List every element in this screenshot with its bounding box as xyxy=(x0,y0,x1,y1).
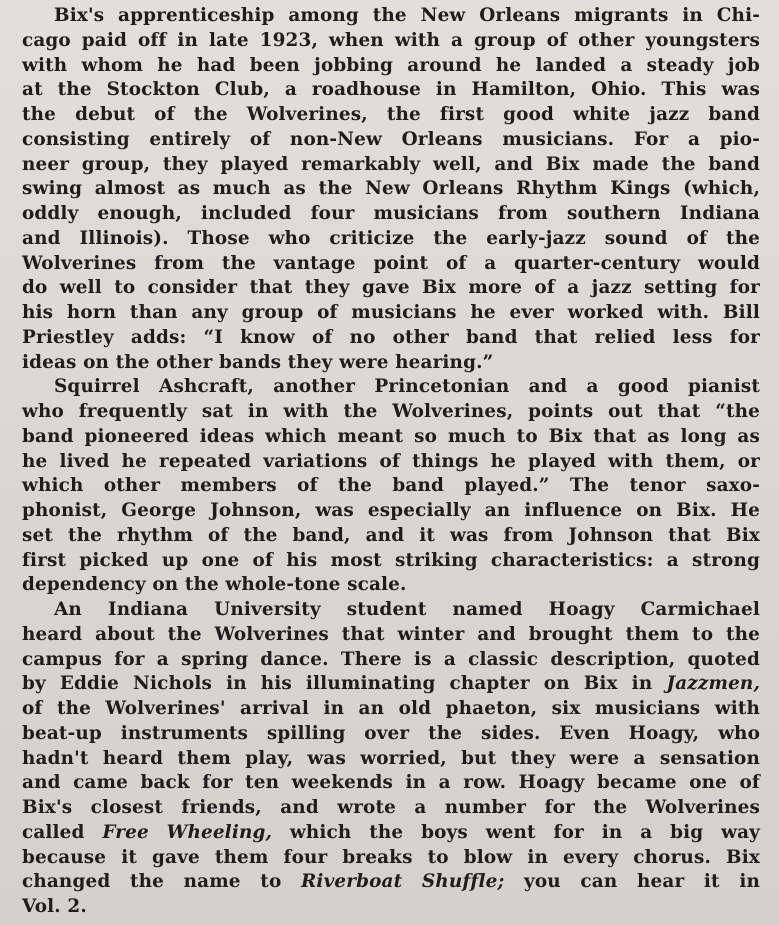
text-line xyxy=(22,870,760,895)
text-line: campus for a spring dance. There is a classic description, quoted xyxy=(22,648,760,670)
text-line: beat-up instruments spilling over the sides. Even Hoagy, who xyxy=(22,722,760,744)
text-line: his horn than any group of musicians he ever worked with. Bill xyxy=(22,302,760,323)
text-line: Squirrel Ashcraft, another Princetonian and a good pianist xyxy=(54,376,760,398)
song-title-riverboat-shuffle: Riverboat Shuffle; xyxy=(301,871,505,893)
text-line xyxy=(22,672,760,697)
paragraph-1 xyxy=(22,4,760,375)
text-run: changed the name to xyxy=(22,871,301,893)
text-line xyxy=(22,821,760,846)
text-line: An Indiana University student named Hoagy Carmichael xyxy=(54,599,760,620)
text-line: Vol. 2. xyxy=(22,896,87,917)
text-run: by Eddie Nichols in his illuminating chapter on Bix in xyxy=(22,673,667,695)
text-line: heard about the Wolverines that winter and brought them to the xyxy=(22,623,760,645)
text-line: ideas on the other bands they were hearing.” xyxy=(22,351,494,373)
paragraph-3 xyxy=(22,598,760,920)
text-line: the debut of the Wolverines, the first good white jazz band xyxy=(22,104,760,125)
text-line: cago paid off in late 1923, when with a group of other youngsters xyxy=(22,29,760,51)
text-run: you can hear it in xyxy=(504,871,760,893)
text-line: which other members of the band played.” The tenor saxo- xyxy=(22,475,760,497)
text-line: set the rhythm of the band, and it was from Johnson that Bix xyxy=(22,524,760,546)
text-line: Priestley adds: “I know of no other band that relied less for xyxy=(22,326,760,348)
text-line: Bix's apprenticeship among the New Orleans migrants in Chi- xyxy=(54,5,760,26)
text-line: Bix's closest friends, and wrote a number for the Wolverines xyxy=(22,797,760,818)
text-line: and Illinois). Those who criticize the early-jazz sound of the xyxy=(22,227,760,249)
paragraph-2 xyxy=(22,375,760,598)
song-title-free-wheeling: Free Wheeling, xyxy=(102,821,273,843)
text-run: called xyxy=(22,821,103,843)
text-line: because it gave them four breaks to blow in every chorus. Bix xyxy=(22,846,760,868)
text-line: swing almost as much as the New Orleans Rhythm Kings (which, xyxy=(22,178,760,200)
text-line: of the Wolverines' arrival in an old phaeton, six musicians with xyxy=(22,698,760,719)
text-line: hadn't heard them play, was worried, but they were a sensation xyxy=(22,747,760,769)
text-column xyxy=(22,4,760,920)
text-line: neer group, they played remarkably well, and Bix made the band xyxy=(22,153,760,175)
text-line: first picked up one of his most striking characteristics: a strong xyxy=(22,549,760,571)
text-line: do well to consider that they gave Bix more of a jazz setting for xyxy=(22,277,760,299)
text-line: dependency on the whole-tone scale. xyxy=(22,574,407,596)
book-title-jazzmen: Jazzmen, xyxy=(666,673,760,695)
text-line: consisting entirely of non-New Orleans musicians. For a pio- xyxy=(22,128,760,150)
text-line: he lived he repeated variations of things he played with them, or xyxy=(22,450,760,472)
text-line: phonist, George Johnson, was especially an influence on Bix. He xyxy=(22,500,760,521)
text-run: which the boys went for in a big way xyxy=(272,821,760,843)
text-line: at the Stockton Club, a roadhouse in Hamilton, Ohio. This was xyxy=(22,79,760,101)
text-line: with whom he had been jobbing around he landed a steady job xyxy=(22,54,760,76)
text-line: who frequently sat in with the Wolverines, points out that “the xyxy=(22,401,760,422)
text-line: oddly enough, included four musicians from southern Indiana xyxy=(22,203,760,224)
text-line: band pioneered ideas which meant so much to Bix that as long as xyxy=(22,425,760,447)
text-line: and came back for ten weekends in a row. Hoagy became one of xyxy=(22,772,760,794)
text-line: Wolverines from the vantage point of a quarter-century would xyxy=(22,252,760,274)
